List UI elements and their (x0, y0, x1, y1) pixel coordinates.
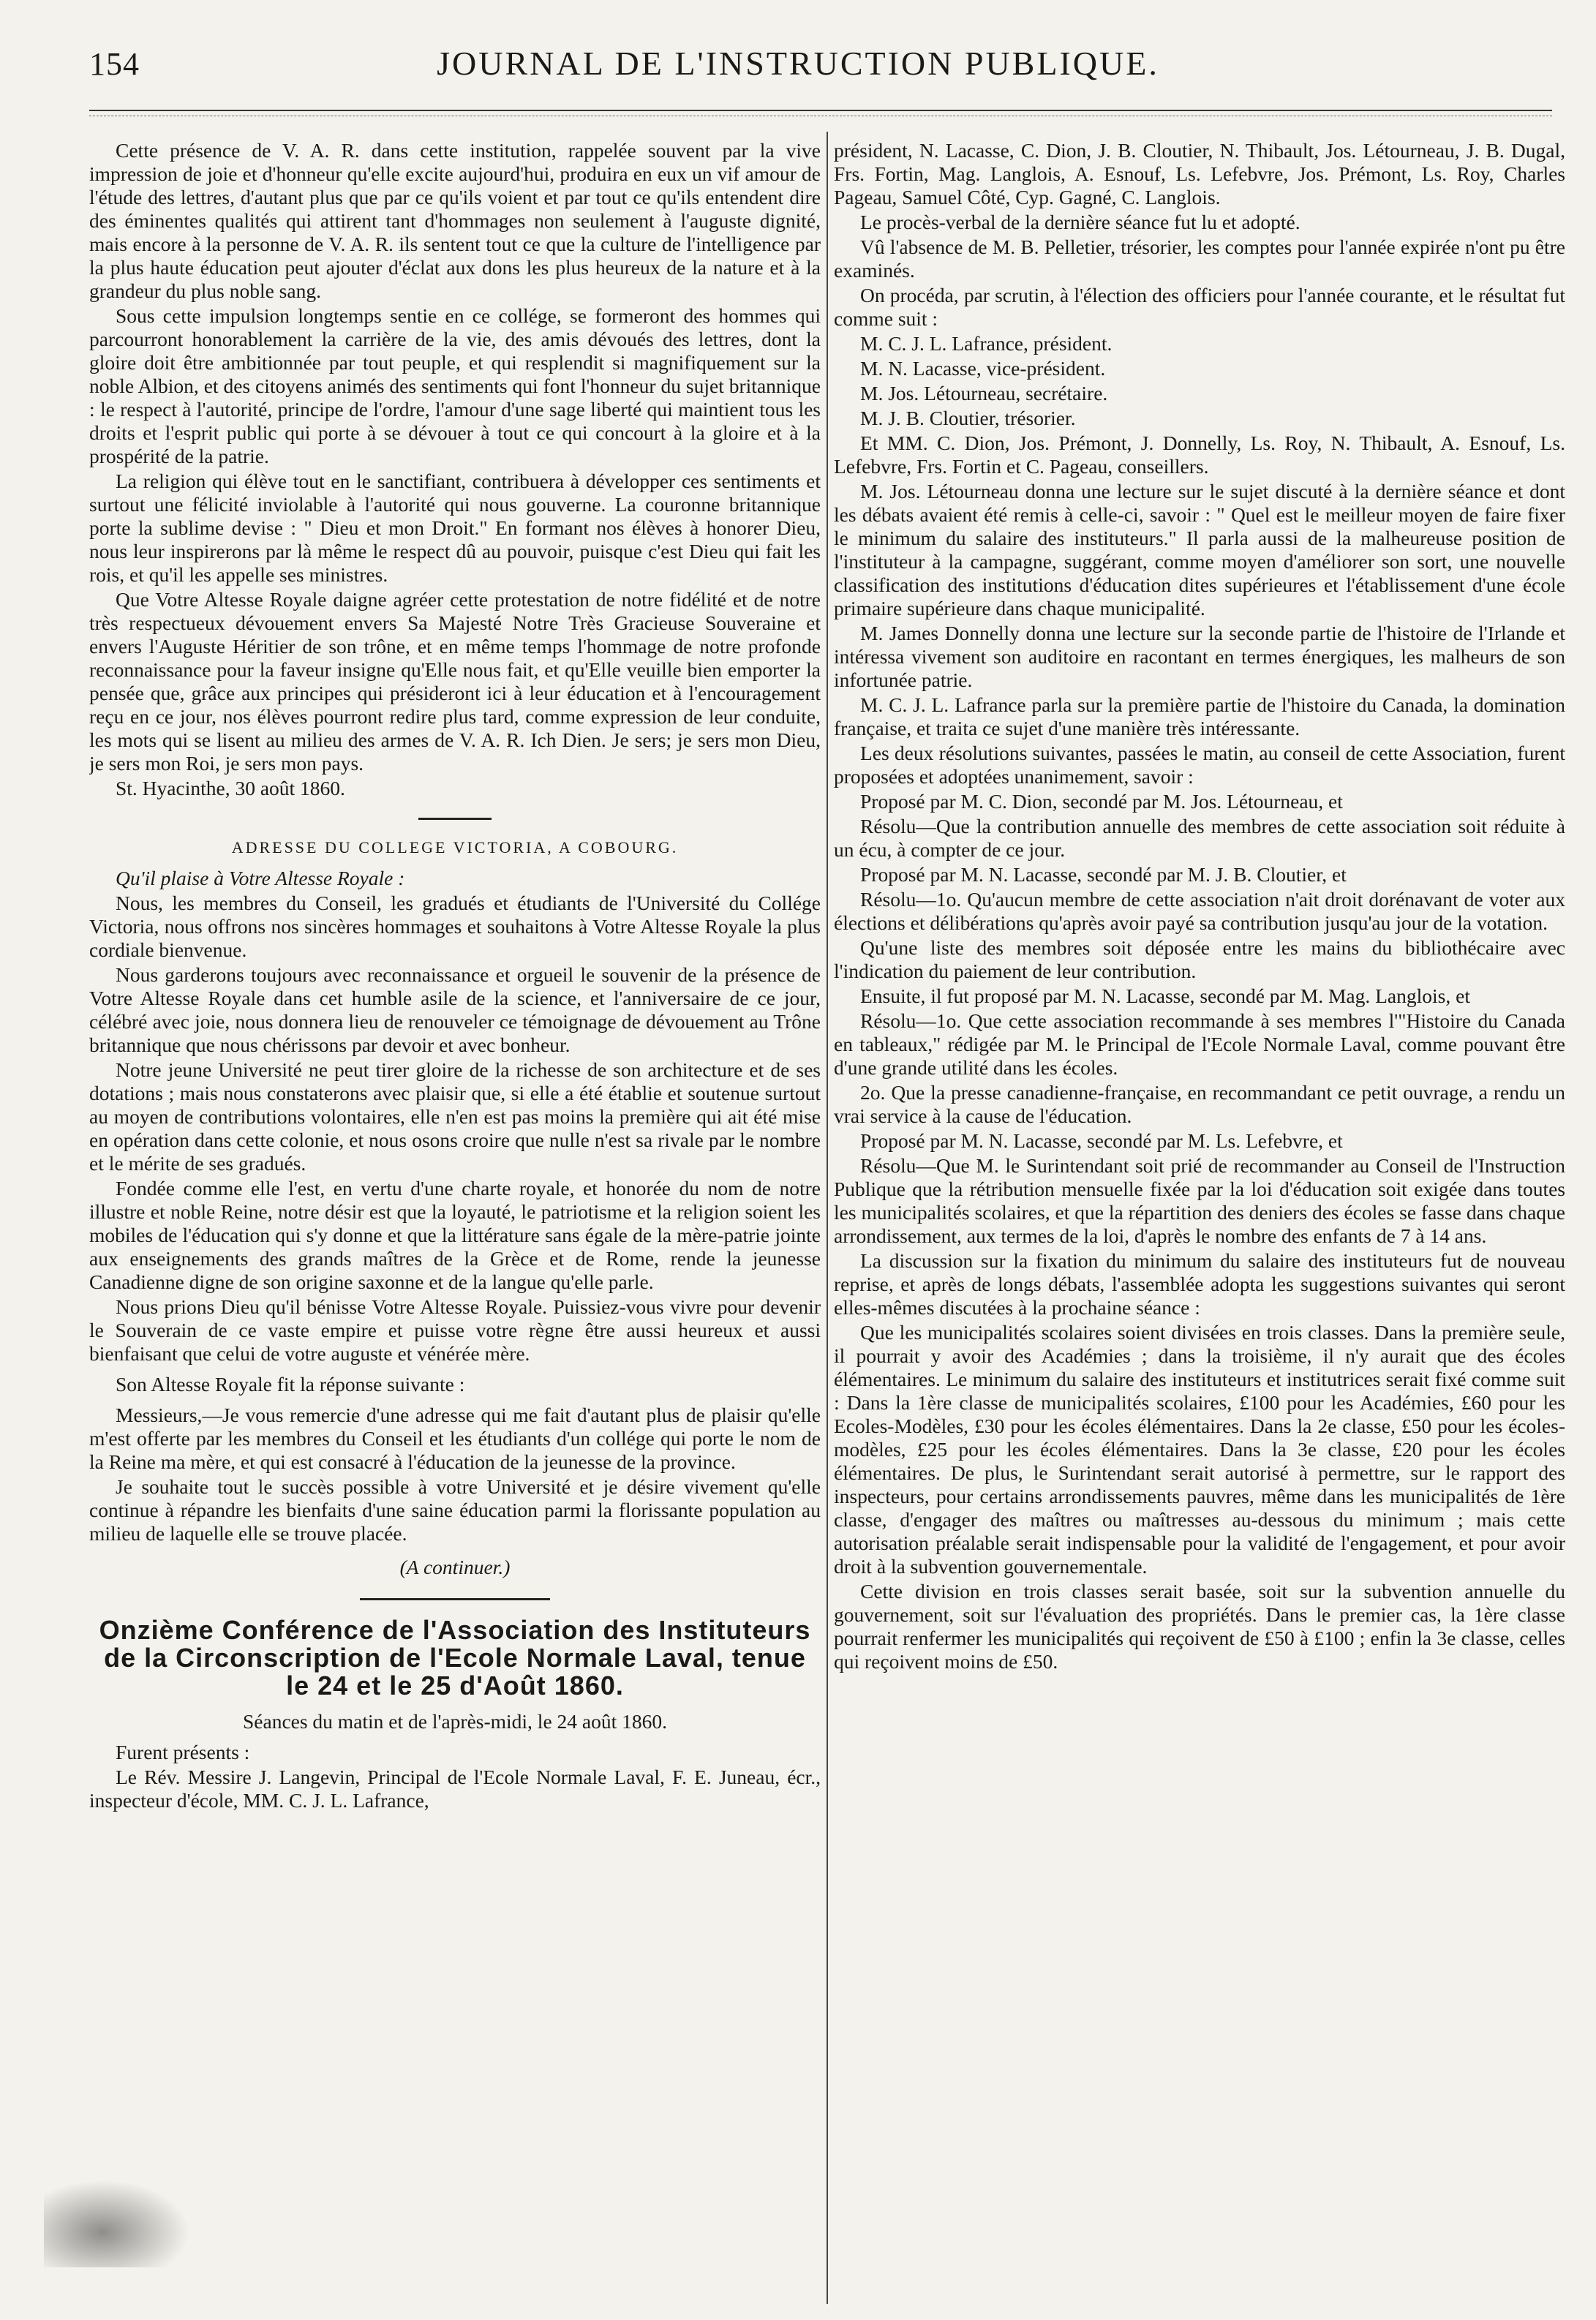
paragraph: 2o. Que la presse canadienne-française, en recommandant ce petit ouvrage, a rendu un vrai service à la cause de l'éducation. (834, 1081, 1565, 1127)
officer-line: M. J. B. Cloutier, trésorier. (860, 407, 1076, 429)
ink-stain (44, 2180, 190, 2267)
paragraph: Cette division en trois classes serait basée, soit sur la subvention annuelle du gouvernement, soit sur l'évaluation des propriétés. Dans le premier cas, la 1ère classe pourrait renfermer les municipalités qui reçoivent de £50 à £100 ; enfin la 3e classe, celles qui reçoivent moins de £50. (834, 1580, 1565, 1673)
reply-intro: Son Altesse Royale fit la réponse suivante : (116, 1373, 465, 1396)
separator-rule (418, 818, 492, 820)
paragraph: Que Votre Altesse Royale daigne agréer cette protestation de notre fidélité et de notre très respectueux dévouement envers Sa Majesté Notre Très Gracieuse Souveraine et envers l'Auguste Héritier de son trône, et en même temps l'hommage de notre profonde reconnaissance pour la faveur insigne qu'Elle nous fait, et qu'Elle veuille bien emporter la pensée que, grâce aux principes qui présideront ici à leur éducation et à l'encouragement reçu en ce jour, nos élèves pourront redire plus tard, comme expression de leur conduite, les mots qui se lisent au milieu des armes de V. A. R. Ich Dien. Je sers; je sers mon Dieu, je sers mon Roi, je sers mon pays. (89, 588, 821, 775)
salutation: Qu'il plaise à Votre Altesse Royale : (116, 867, 405, 889)
paragraph: Le procès-verbal de la dernière séance fut lu et adopté. (860, 211, 1300, 233)
paragraph: Et MM. C. Dion, Jos. Prémont, J. Donnelly, Ls. Roy, N. Thibault, A. Esnouf, Ls. Lefebvre, Frs. Fortin et C. Pageau, conseillers. (834, 432, 1565, 478)
paragraph: Nous garderons toujours avec reconnaissance et orgueil le souvenir de la présence de Votre Altesse Royale dans cet humble asile de la science, et l'anniversaire de ce jour, célébré avec joie, nous donnera lieu de renouveler ce témoignage de dévouement au Trône britannique que nous chérissons par devoir et avec bonheur. (89, 963, 821, 1056)
paragraph: Sous cette impulsion longtemps sentie en ce collége, se formeront des hommes qui parcourront honorablement la carrière de la vie, des amis dévoués des lettres, dont la gloire doit être ambitionnée par tout peuple, et qui resplendit si magnifiquement sur la noble Albion, et des citoyens animés des sentiments qui font l'honneur du sujet britannique : le respect à l'autorité, principe de l'ordre, l'amour d'une sage liberté qui maintient tous les droits et l'esprit public qui porte à se dévouer à tout ce qui concourt à la gloire et à la prospérité de la patrie. (89, 304, 821, 467)
present-label: Furent présents : (116, 1741, 250, 1763)
paragraph: Messieurs,—Je vous remercie d'une adresse qui me fait d'autant plus de plaisir qu'elle m'est offerte par les membres du Conseil et les étudiants d'un collége qui porte le nom de la Reine ma mère, et qui est consacré à l'éducation de la jeunesse de la province. (89, 1404, 821, 1473)
to-continue: (A continuer.) (399, 1556, 511, 1578)
page-number: 154 (89, 46, 140, 82)
officer-line: M. C. J. L. Lafrance, président. (860, 332, 1113, 355)
paragraph: Résolu—Que M. le Surintendant soit prié de recommander au Conseil de l'Instruction Publique que la rétribution mensuelle fixée par la loi d'éducation soit exigée dans toutes les municipalités scolaires, et que la répartition des deniers des écoles se fasse dans chaque arrondissement, aux termes de la loi, d'après le nombre des enfants de 7 à 14 ans. (834, 1154, 1565, 1247)
section-title: Onzième Conférence de l'Association des Instituteurs de la Circonscription de l'Ecole Normale Laval, tenue le 24 et le 25 d'Août 1860. (99, 1615, 811, 1701)
right-column (834, 139, 1565, 2304)
running-head-title: JOURNAL DE L'INSTRUCTION PUBLIQUE. (437, 45, 1159, 82)
paragraph: La religion qui élève tout en le sanctifiant, contribuera à développer ces sentiments et surtout une félicité inviolable à l'autorité qui nous gouverne. La couronne britannique porte la sublime devise : " Dieu et mon Droit." En formant nos élèves à honorer Dieu, nous leur inspirerons par là même le respect dû au pouvoir, puisque c'est Dieu qui fait les rois, et qu'il les appelle ses ministres. (89, 470, 821, 586)
paragraph: Qu'une liste des membres soit déposée entre les mains du bibliothécaire avec l'indication du paiement de leur contribution. (834, 936, 1565, 982)
column-divider (827, 132, 828, 2304)
paragraph: La discussion sur la fixation du minimum du salaire des instituteurs fut de nouveau reprise, et après de longs débats, l'assemblée adopta les suggestions suivantes qui seront elles-mêmes discutées à la prochaine séance : (834, 1249, 1565, 1319)
paragraph: Résolu—1o. Qu'aucun membre de cette association n'ait droit dorénavant de voter aux élections et délibérations qu'après avoir payé sa contribution jusqu'au jour de la votation. (834, 888, 1565, 934)
paragraph: Nous, les membres du Conseil, les gradués et étudiants de l'Université du Collége Victoria, nous offrons nos sincères hommages et souhaitons à Votre Altesse Royale la plus cordiale bienvenue. (89, 892, 821, 961)
separator-rule (360, 1598, 550, 1600)
paragraph: Nous prions Dieu qu'il bénisse Votre Altesse Royale. Puissiez-vous vivre pour devenir le Souverain de ce vaste empire et puisse votre règne être aussi heureux et aussi bienfaisant que celui de votre auguste et vénérée mère. (89, 1295, 821, 1365)
paragraph: Résolu—1o. Que cette association recommande à ses membres l'"Histoire du Canada en tableaux," rédigée par M. le Principal de l'Ecole Normale Laval, comme pouvant être d'une grande utilité dans les écoles. (834, 1009, 1565, 1079)
paragraph: Proposé par M. N. Lacasse, secondé par M. J. B. Cloutier, et (860, 863, 1347, 886)
paragraph: M. C. J. L. Lafrance parla sur la première partie de l'histoire du Canada, la domination française, et traita ce sujet d'une manière très intéressante. (834, 693, 1565, 739)
paragraph: M. Jos. Létourneau donna une lecture sur le sujet discuté à la dernière séance et dont les débats avaient été remis à celle-ci, savoir : " Quel est le meilleur moyen de faire fixer le minimum du salaire des instituteurs." Il parla aussi de la malheureuse position de l'instituteur à la campagne, suggérant, comme moyen d'améliorer son sort, une nouvelle classification des institutions d'éducation dites supérieures et l'établissement d'une école primaire supérieure dans chaque municipalité. (834, 480, 1565, 619)
paragraph: Les deux résolutions suivantes, passées le matin, au conseil de cette Association, furent proposées et adoptées unanimement, savoir : (834, 742, 1565, 788)
paragraph: Proposé par M. N. Lacasse, secondé par M. Ls. Lefebvre, et (860, 1129, 1343, 1152)
paragraph: Que les municipalités scolaires soient divisées en trois classes. Dans la première seule, il pourrait y avoir des Académies ; dans la troisième, il n'y aurait que des écoles élémentaires. Le minimum du salaire des instituteurs et institutrices serait fixé comme suit : Dans la 1ère classe de municipalités scolaires, £100 pour les Académies, £60 pour les Ecoles-Modèles, £30 pour les écoles élémentaires. Dans la 2e classe, £50 pour les écoles-modèles, £25 pour les écoles élémentaires. Dans la 3e classe, £20 pour les écoles élémentaires. De plus, le Surintendant serait autorisé à permettre, sur le rapport des inspecteurs, pour certains arrondissements pauvres, même dans les municipalités de 1ère classe, d'engager des maîtres ou maîtresses au-dessous du minimum ; mais cette autorisation préalable serait indispensable pour la validité de l'engagement, et pour avoir droit à la subvention gouvernementale. (834, 1321, 1565, 1578)
paragraph: Fondée comme elle l'est, en vertu d'une charte royale, et honorée du nom de notre illustre et noble Reine, notre désir est que la loyauté, le patriotisme et la religion soient les mobiles de l'éducation qui s'y donne et que la littérature sans égale de la mère-patrie jointe aux enseignements des grands maîtres de la Grèce et de Rome, rende la jeunesse Canadienne digne de son origine saxonne et de la langue qu'elle parle. (89, 1177, 821, 1293)
paragraph: Je souhaite tout le succès possible à votre Université et je désire vivement qu'elle continue à répandre les bienfaits d'une saine éducation parmi la florissante population au milieu de laquelle elle se trouve placée. (89, 1475, 821, 1545)
session-line: Séances du matin et de l'après-midi, le 24 août 1860. (242, 1710, 667, 1733)
paragraph: Ensuite, il fut proposé par M. N. Lacasse, secondé par M. Mag. Langlois, et (860, 984, 1470, 1007)
paragraph: président, N. Lacasse, C. Dion, J. B. Cloutier, N. Thibault, Jos. Létourneau, J. B. Dugal, Frs. Fortin, Mag. Langlois, A. Esnouf, Ls. Lefebvre, Jos. Prémont, Ls. Roy, Charles Pageau, Samuel Côté, Cyp. Gagné, C. Langlois. (834, 139, 1565, 208)
paragraph: Cette présence de V. A. R. dans cette institution, rappelée souvent par la vive impression de joie et d'honneur qu'elle excite aujourd'hui, produira en eux un vif amour de l'étude des lettres, d'autant plus que par ce qu'ils voient et par tout ce qu'ils entendent dire des éminentes qualités qui attirent tant d'hommages non seulement à l'auguste dignité, mais encore à la personne de V. A. R. ils sentent tout ce que la culture de l'intelligence par la plus haute éducation peut ajouter d'éclat aux dons les plus heureux de la nature et à la grandeur du plus noble sang. (89, 139, 821, 302)
signoff: St. Hyacinthe, 30 août 1860. (116, 777, 345, 799)
header-rule (89, 110, 1552, 111)
paragraph: Résolu—Que la contribution annuelle des membres de cette association soit réduite à un écu, à compter de ce jour. (834, 815, 1565, 861)
paragraph: Vû l'absence de M. B. Pelletier, trésorier, les comptes pour l'année expirée n'ont pu être examinés. (834, 236, 1565, 282)
officer-line: M. N. Lacasse, vice-président. (860, 357, 1106, 380)
paragraph: Proposé par M. C. Dion, secondé par M. Jos. Létourneau, et (860, 790, 1343, 813)
paragraph: M. James Donnelly donna une lecture sur la seconde partie de l'histoire de l'Irlande et intéressa vivement son auditoire en racontant en termes énergiques, les malheurs de son infortunée patrie. (834, 622, 1565, 691)
officer-line: M. Jos. Létourneau, secrétaire. (860, 382, 1108, 404)
paragraph: On procéda, par scrutin, à l'élection des officiers pour l'année courante, et le résultat fut comme suit : (834, 284, 1565, 330)
address-title: ADRESSE DU COLLEGE VICTORIA, A COBOURG. (231, 838, 679, 856)
left-column (89, 139, 821, 2304)
paragraph: Le Rév. Messire J. Langevin, Principal de l'Ecole Normale Laval, F. E. Juneau, écr., inspecteur d'école, MM. C. J. L. Lafrance, (89, 1766, 821, 1812)
paragraph: Notre jeune Université ne peut tirer gloire de la richesse de son architecture et de ses dotations ; mais nous constaterons avec plaisir que, si elle a été établie et soutenue surtout au moyen de contributions volontaires, elle n'en est pas moins la première qui ait été mise en opération dans cette colonie, et nous osons croire que nulle n'est sa rivale par le nombre et le mérite de ses gradués. (89, 1058, 821, 1175)
